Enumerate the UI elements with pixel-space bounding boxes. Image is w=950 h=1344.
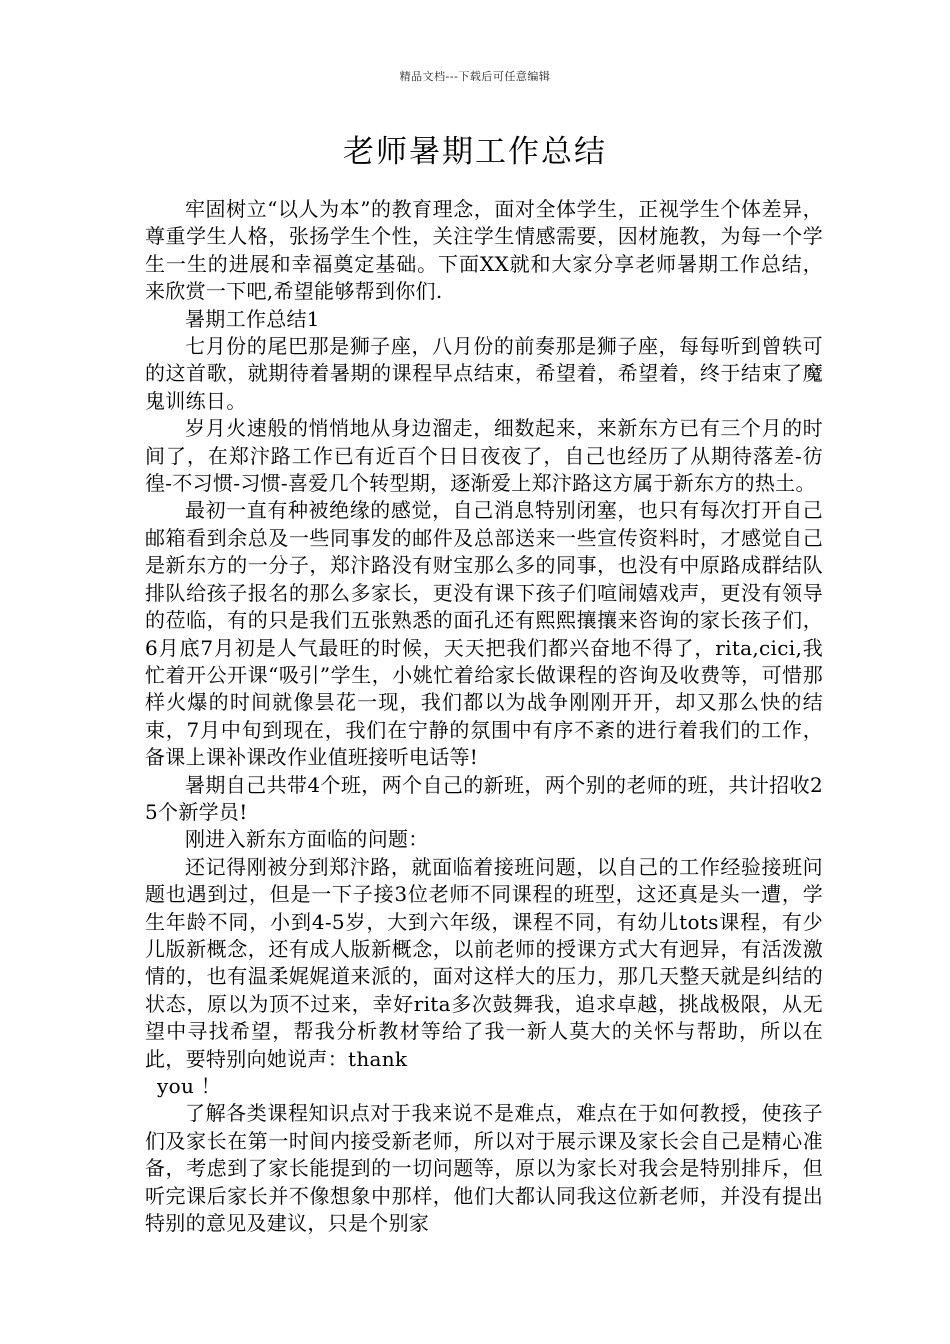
- section-heading: 暑期工作总结1: [185, 306, 320, 331]
- document-title: 老师暑期工作总结: [343, 134, 607, 170]
- paragraph: 最初一直有种被绝缘的感觉，自己消息特别闭塞，也只有每次打开自己邮箱看到余总及一些同事发的邮件及总部送来一些宣传资料时，才感觉自己是新东方的一分子，郑汴路没有财宝那么多的同事，也没有中原路成群结队排队给孩子报名的那么多家长，更没有课下孩子们喧闹嬉戏声，更没有领导的莅临，有的只是我们五张熟悉的面孔还有熙熙攘攘来咨询的家长孩子们，6月底7月初是人气最旺的时候，天天把我们都兴奋地不得了，rita,cici,我忙着开公开课“吸引”学生，小姚忙着给家长做课程的咨询及收费等，可惜那样火爆的时间就像昙花一现，我们都以为战争刚刚开开，却又那么快的结束，7月中旬到现在，我们在宁静的氛围中有序不紊的进行着我们的工作，备课上课补课改作业值班接听电话等!: [145, 498, 823, 770]
- header-note: 精品文档---下载后可任意编辑: [399, 70, 551, 83]
- paragraph: 暑期自己共带4个班，两个自己的新班，两个别的老师的班，共计招收25个新学员!: [145, 772, 823, 824]
- document-body: [145, 196, 823, 1237]
- paragraph: 了解各类课程知识点对于我来说不是难点，难点在于如何教授，使孩子们及家长在第一时间内接受新老师，所以对于展示课及家长会自己是精心准备，考虑到了家长能提到的一切问题等，原以为家长对我会是特别排斥，但听完课后家长并不像想象中那样，他们大都认同我这位新老师，并没有提出特别的意见及建议，只是个别家: [145, 1101, 823, 1236]
- paragraph: 刚进入新东方面临的问题：: [185, 827, 429, 852]
- paragraph: 岁月火速般的悄悄地从身边溜走，细数起来，来新东方已有三个月的时间了，在郑汴路工作已有近百个日日夜夜了，自己也经历了从期待落差-彷徨-不习惯-习惯-喜爱几个转型期，逐渐爱上郑汴路这方属于新东方的热土。: [145, 416, 823, 496]
- paragraph: 七月份的尾巴那是狮子座，八月份的前奏那是狮子座，每每听到曾轶可的这首歌，就期待着暑期的课程早点结束，希望着，希望着，终于结束了魔鬼训练日。: [145, 334, 823, 413]
- paragraph: 还记得刚被分到郑汴路，就面临着接班问题，以自己的工作经验接班问题也遇到过，但是一下子接3位老师不同课程的班型，这还真是头一遭，学生年龄不同，小到4-5岁，大到六年级，课程不同，有幼儿tots课程，有少儿版新概念，还有成人版新概念，以前老师的授课方式大有迥异，有活泼激情的，也有温柔娓娓道来派的，面对这样大的压力，那几天整天就是纠结的状态，原以为顶不过来，幸好rita多次鼓舞我，追求卓越，挑战极限，从无望中寻找希望，帮我分析教材等给了我一新人莫大的关怀与帮助，所以在此，要特别向她说声：thank: [145, 854, 823, 1071]
- paragraph-continuation: you ！: [157, 1074, 222, 1098]
- paragraph-intro: 牢固树立“以人为本”的教育理念，面对全体学生，正视学生个体差异，尊重学生人格，张扬学生个性，关注学生情感需要，因材施教，为每一个学生一生的进展和幸福奠定基础。下面XX就和大家分享老师暑期工作总结，来欣赏一下吧,希望能够帮到你们.: [145, 197, 823, 304]
